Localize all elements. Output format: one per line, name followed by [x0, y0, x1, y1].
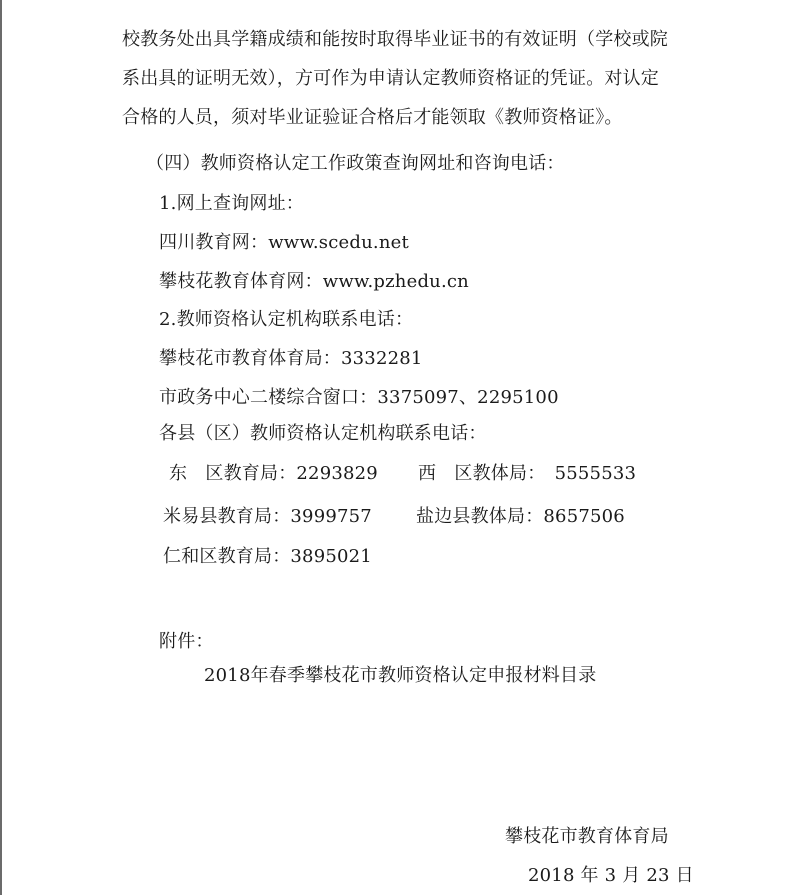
county-phones-heading: 各县（区）教师资格认定机构联系电话： — [159, 423, 487, 444]
section-heading: （四）教师资格认定工作政策查询网址和咨询电话： — [146, 153, 565, 174]
paragraph-line-2: 系出具的证明无效），方可作为申请认定教师资格证的凭证。对认定 — [122, 68, 659, 89]
attachment-title: 2018年春季攀枝花市教师资格认定申报材料目录 — [204, 665, 597, 686]
attachment-label: 附件： — [159, 631, 214, 652]
west-district-phone: 西 区教体局： 5555533 — [418, 463, 637, 484]
city-bureau-phone: 攀枝花市教育体育局：3332281 — [159, 348, 423, 369]
paragraph-line-3: 合格的人员，须对毕业证验证合格后才能领取《教师资格证》。 — [122, 107, 623, 128]
page-left-edge — [0, 0, 2, 895]
item-1-heading: 1.网上查询网址： — [159, 193, 304, 214]
miyi-county-phone: 米易县教育局：3999757 — [163, 506, 372, 527]
issuer-signature: 攀枝花市教育体育局 — [505, 826, 669, 847]
sichuan-education-site: 四川教育网：www.scedu.net — [159, 232, 409, 253]
paragraph-line-1: 校教务处出具学籍成绩和能按时取得毕业证书的有效证明（学校或院 — [122, 29, 668, 50]
yanbian-county-phone: 盐边县教体局：8657506 — [416, 506, 625, 527]
panzhihua-education-site: 攀枝花教育体育网：www.pzhedu.cn — [159, 271, 469, 292]
gov-center-phone: 市政务中心二楼综合窗口：3375097、2295100 — [159, 387, 559, 408]
item-2-heading: 2.教师资格认定机构联系电话： — [159, 309, 414, 330]
issue-date: 2018 年 3 月 23 日 — [528, 865, 694, 886]
east-district-phone: 东 区教育局：2293829 — [169, 463, 378, 484]
renhe-district-phone: 仁和区教育局：3895021 — [163, 546, 372, 567]
